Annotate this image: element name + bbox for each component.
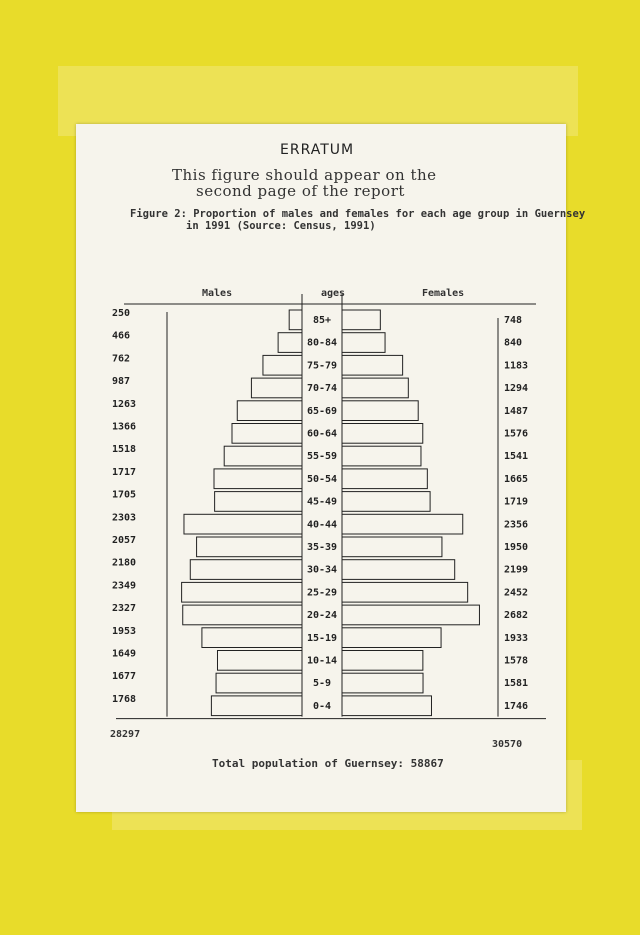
male-bar-40-44 xyxy=(184,514,302,534)
male-bar-70-74 xyxy=(251,378,302,398)
male-value-label: 2327 xyxy=(112,603,137,615)
male-value-label: 2349 xyxy=(112,580,137,592)
age-group-label: 20-24 xyxy=(306,610,338,622)
female-value-label: 1294 xyxy=(504,383,529,395)
male-bar-85+ xyxy=(289,310,302,330)
female-value-label: 2356 xyxy=(504,519,529,531)
male-bar-50-54 xyxy=(214,469,302,489)
note-line-2: second page of the report xyxy=(196,182,405,200)
male-value-label: 2057 xyxy=(112,535,137,546)
male-bar-65-69 xyxy=(237,401,302,421)
male-bar-80-84 xyxy=(278,333,302,353)
age-group-label: 10-14 xyxy=(306,655,338,667)
female-bar-55-59 xyxy=(342,446,421,466)
male-bar-25-29 xyxy=(182,582,302,602)
age-group-label: 55-59 xyxy=(306,451,338,463)
males-heading: Males xyxy=(202,288,233,299)
male-bar-10-14 xyxy=(217,651,302,671)
age-group-label: 70-74 xyxy=(306,383,338,395)
female-bar-5-9 xyxy=(342,673,423,693)
male-value-label: 1518 xyxy=(112,444,137,456)
male-bar-35-39 xyxy=(197,537,302,557)
female-value-label: 1576 xyxy=(504,428,529,440)
age-group-label: 35-39 xyxy=(306,542,338,553)
female-bar-85+ xyxy=(342,310,380,330)
age-group-label: 85+ xyxy=(312,315,332,326)
age-group-label: 50-54 xyxy=(306,473,338,485)
male-value-label: 762 xyxy=(112,353,131,365)
males-total: 28297 xyxy=(110,729,141,740)
female-bar-80-84 xyxy=(342,333,385,353)
female-bar-70-74 xyxy=(342,378,408,398)
male-bar-45-49 xyxy=(215,492,302,512)
female-value-label: 1719 xyxy=(504,496,529,508)
female-value-label: 2682 xyxy=(504,610,529,622)
female-bar-40-44 xyxy=(342,514,463,534)
age-group-label: 80-84 xyxy=(306,337,338,349)
erratum-sheet xyxy=(76,124,586,812)
female-bar-65-69 xyxy=(342,401,418,421)
female-value-label: 1665 xyxy=(504,473,529,485)
age-group-label: 25-29 xyxy=(306,587,338,599)
female-value-label: 2452 xyxy=(504,587,529,599)
age-group-label: 15-19 xyxy=(306,632,338,644)
male-bar-60-64 xyxy=(232,424,302,444)
female-bar-0-4 xyxy=(342,696,431,716)
total-population-footer: Total population of Guernsey: 58867 xyxy=(212,757,444,770)
female-value-label: 840 xyxy=(504,337,523,349)
female-bar-35-39 xyxy=(342,537,442,557)
male-bar-0-4 xyxy=(211,696,302,716)
male-value-label: 2180 xyxy=(112,557,137,569)
age-group-label: 60-64 xyxy=(306,428,338,440)
age-group-label: 5-9 xyxy=(312,678,332,690)
age-group-label: 65-69 xyxy=(306,405,338,417)
female-value-label: 1933 xyxy=(504,632,529,644)
male-value-label: 1953 xyxy=(112,625,137,637)
ages-heading: ages xyxy=(321,288,346,299)
erratum-heading: ERRATUM xyxy=(280,142,355,158)
female-value-label: 1950 xyxy=(504,542,529,553)
male-value-label: 466 xyxy=(112,330,131,342)
male-bar-55-59 xyxy=(224,446,302,466)
female-bar-10-14 xyxy=(342,651,423,671)
age-group-label: 45-49 xyxy=(306,496,338,508)
male-bar-20-24 xyxy=(183,605,302,625)
female-value-label: 1487 xyxy=(504,405,529,417)
female-value-label: 748 xyxy=(504,315,523,326)
male-value-label: 1649 xyxy=(112,648,137,660)
female-value-label: 1183 xyxy=(504,360,529,372)
female-value-label: 1541 xyxy=(504,451,529,463)
male-value-label: 250 xyxy=(112,308,131,319)
male-value-label: 1366 xyxy=(112,421,137,433)
male-value-label: 1705 xyxy=(112,489,137,501)
male-bar-75-79 xyxy=(263,355,302,375)
population-pyramid-chart xyxy=(76,124,566,744)
female-bar-20-24 xyxy=(342,605,479,625)
male-bar-5-9 xyxy=(216,673,302,693)
age-group-label: 40-44 xyxy=(306,519,338,531)
male-bar-30-34 xyxy=(190,560,302,580)
female-bar-30-34 xyxy=(342,560,455,580)
females-heading: Females xyxy=(422,288,465,299)
figure-caption-line-2: in 1991 (Source: Census, 1991) xyxy=(186,220,376,232)
male-value-label: 1717 xyxy=(112,466,137,478)
age-group-label: 75-79 xyxy=(306,360,338,372)
male-value-label: 987 xyxy=(112,376,131,388)
female-bar-50-54 xyxy=(342,469,427,489)
male-bar-15-19 xyxy=(202,628,302,648)
female-bar-45-49 xyxy=(342,492,430,512)
note-line-1: This figure should appear on the xyxy=(172,166,437,184)
male-value-label: 2303 xyxy=(112,512,137,524)
female-bar-15-19 xyxy=(342,628,441,648)
female-value-label: 2199 xyxy=(504,564,529,576)
female-value-label: 1746 xyxy=(504,700,529,712)
females-total: 30570 xyxy=(492,739,523,750)
female-bar-75-79 xyxy=(342,355,403,375)
age-group-label: 30-34 xyxy=(306,564,338,576)
figure-caption-line-1: Figure 2: Proportion of males and females for each age group in Guernsey xyxy=(130,208,586,220)
female-value-label: 1578 xyxy=(504,655,529,667)
female-bar-25-29 xyxy=(342,582,468,602)
male-value-label: 1677 xyxy=(112,671,137,683)
male-value-label: 1768 xyxy=(112,693,137,705)
male-value-label: 1263 xyxy=(112,398,137,410)
female-value-label: 1581 xyxy=(504,678,529,690)
age-group-label: 0-4 xyxy=(312,700,332,712)
female-bar-60-64 xyxy=(342,424,423,444)
